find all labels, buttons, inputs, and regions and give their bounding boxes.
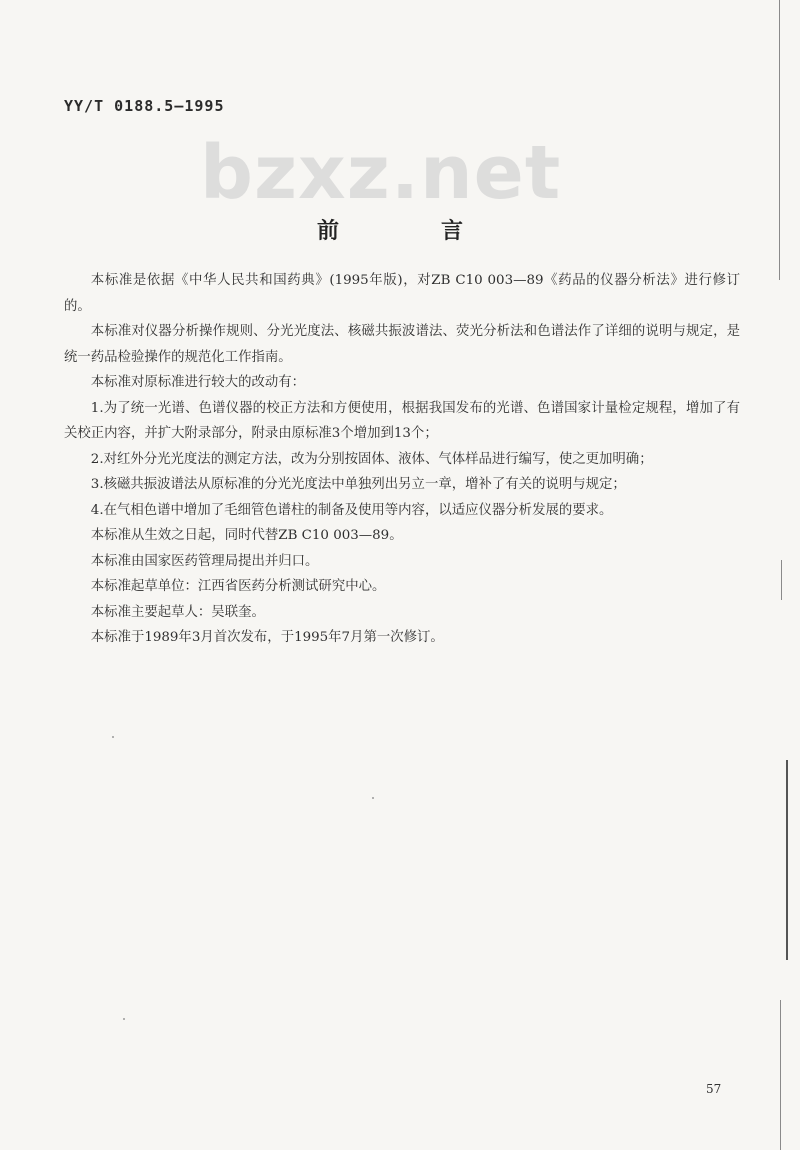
- scan-speck: [112, 736, 114, 738]
- list-item: 2.对红外分光光度法的测定方法，改为分别按固体、液体、气体样品进行编写，使之更加明确；: [90, 451, 653, 467]
- paragraph: 本标准由国家医药管理局提出并归口。: [90, 553, 319, 569]
- paragraph: 本标准从生效之日起，同时代替ZB C10 003—89。: [90, 528, 403, 543]
- page-number: 57: [706, 1082, 722, 1096]
- document-body: [64, 268, 740, 651]
- standard-code: YY/T 0188.5—1995: [64, 97, 225, 115]
- paragraph: 本标准起草单位：江西省医药分析测试研究中心。: [90, 579, 386, 594]
- scan-speck: [372, 797, 374, 799]
- scan-speck: [123, 1018, 125, 1020]
- paragraph: 本标准于1989年3月首次发布，于1995年7月第一次修订。: [90, 630, 444, 645]
- list-item: 4.在气相色谱中增加了毛细管色谱柱的制备及使用等内容，以适应仪器分析发展的要求。: [90, 502, 613, 518]
- scan-edge-line: [779, 0, 780, 280]
- page-title: 前 言: [316, 218, 503, 244]
- list-item: 3.核磁共振波谱法从原标准的分光光度法中单独列出另立一章，增补了有关的说明与规定；: [90, 477, 626, 492]
- paragraph: 本标准主要起草人：吴联奎。: [90, 604, 265, 620]
- paragraph: 本标准对仪器分析操作规则、分光光度法、核磁共振波谱法、荧光分析法和色谱法作了详细的说明与规定，是统一药品检验操作的规范化工作指南。: [64, 324, 740, 365]
- scan-edge-line: [786, 760, 788, 960]
- list-item: 1.为了统一光谱、色谱仪器的校正方法和方便使用，根据我国发布的光谱、色谱国家计量检定规程，增加了有关校正内容，并扩大附录部分，附录由原标准3个增加到13个；: [64, 400, 740, 441]
- paragraph: 本标准是依据《中华人民共和国药典》(1995年版)，对ZB C10 003—89《药品的仪器分析法》进行修订的。: [64, 273, 740, 314]
- watermark: bzxz.net: [200, 130, 562, 216]
- scan-edge-line: [781, 560, 782, 600]
- scan-edge-line: [780, 1000, 781, 1150]
- paragraph: 本标准对原标准进行较大的改动有：: [90, 375, 306, 390]
